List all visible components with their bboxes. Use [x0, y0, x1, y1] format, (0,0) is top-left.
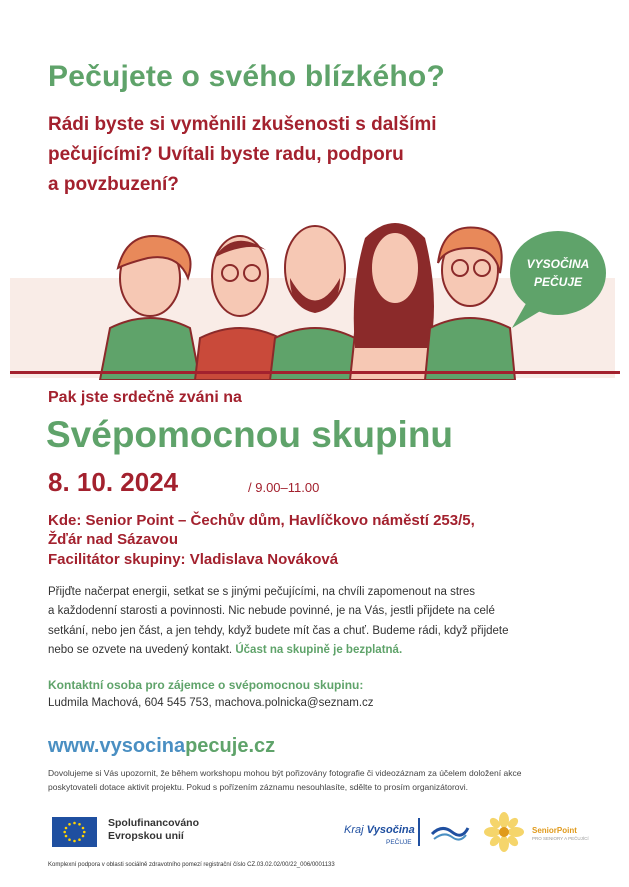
kraj-prefix: Kraj	[344, 824, 364, 836]
event-place-line-2: Žďár nad Sázavou	[48, 531, 178, 548]
website-part-2: pecuje.cz	[185, 735, 276, 757]
website-link[interactable]	[48, 735, 275, 758]
subline-3: a povzbuzení?	[48, 174, 179, 195]
kraj-wave-icon	[430, 820, 470, 844]
event-facilitator: Facilitátor skupiny: Vladislava Nováková	[48, 551, 339, 568]
contact-details: Ludmila Machová, 604 545 753, machova.polnicka@seznam.cz	[48, 697, 374, 709]
website-part-1: www.vysocina	[48, 735, 186, 757]
description-line-4-text: nebo se ozvete na uvedený kontakt.	[48, 644, 233, 656]
event-time: / 9.00–11.00	[248, 480, 320, 495]
bubble-text-1: VYSOČINA	[526, 257, 590, 271]
event-place-line-1: Kde: Senior Point – Čechův dům, Havlíčkovo náměstí 253/5,	[48, 512, 475, 529]
headline: Pečujete o svého blízkého?	[48, 60, 445, 93]
senior-point-flower-icon	[484, 812, 524, 852]
footer-registration: Komplexní podpora v oblasti sociálně zdravotního pomezí registrační číslo CZ.03.02.02/00/22_006/0001133	[48, 862, 335, 868]
contact-heading: Kontaktní osoba pro zájemce o svépomocnou skupinu:	[48, 678, 364, 692]
description-line-3: setkání, nebo jen část, a jen tehdy, když budete mít čas a chuť. Budeme rádi, když přijdete	[48, 625, 509, 637]
eu-cofunding-label	[108, 817, 199, 843]
bubble-text-2: PEČUJE	[533, 275, 583, 289]
event-title: Svépomocnou skupinu	[46, 414, 454, 455]
subline-2: pečujícími? Uvítali byste radu, podporu	[48, 144, 404, 165]
kraj-logo-divider	[418, 818, 420, 846]
kraj-vysocina-logo	[344, 824, 415, 836]
caregivers-illustration	[10, 208, 615, 380]
kraj-name-text: Vysočina	[366, 824, 415, 836]
photo-notice-line-1: Dovolujeme si Vás upozornit, že během workshopu mohou být pořizovány fotografie či videozáznam za účelem doložení akce	[48, 768, 522, 778]
invite-text: Pak jste srdečně zváni na	[48, 389, 242, 406]
divider-line	[10, 371, 620, 374]
subline-1: Rádi byste si vyměnili zkušenosti s dalšími	[48, 114, 437, 135]
kraj-sub-label: PEČUJE	[386, 839, 412, 846]
description-line-4	[48, 641, 588, 660]
eu-label-line-1: Spolufinancováno	[108, 817, 200, 829]
description-line-1: Přijďte načerpat energii, setkat se s jinými pečujícími, na chvíli zapomenout na stres	[48, 586, 476, 598]
eu-label-line-2: Evropskou unií	[108, 830, 184, 842]
event-date: 8. 10. 2024	[48, 467, 179, 497]
senior-point-logo-text: SeniorPoint	[532, 826, 577, 835]
free-participation-note: Účast na skupině je bezplatná.	[235, 644, 403, 656]
description-line-2: a každodenní starosti a povinnosti. Nic nebude povinné, je na Vás, jestli přijdete na celé	[48, 605, 495, 617]
eu-flag-logo	[52, 817, 97, 847]
senior-point-subtitle: PRO SENIORY A PEČUJÍCÍ	[532, 836, 589, 841]
photo-notice-line-2: poskytovateli dotace aktivit projektu. Pokud s pořízením záznamu nesouhlasíte, sdělte to prosím organizátorovi.	[48, 782, 469, 792]
